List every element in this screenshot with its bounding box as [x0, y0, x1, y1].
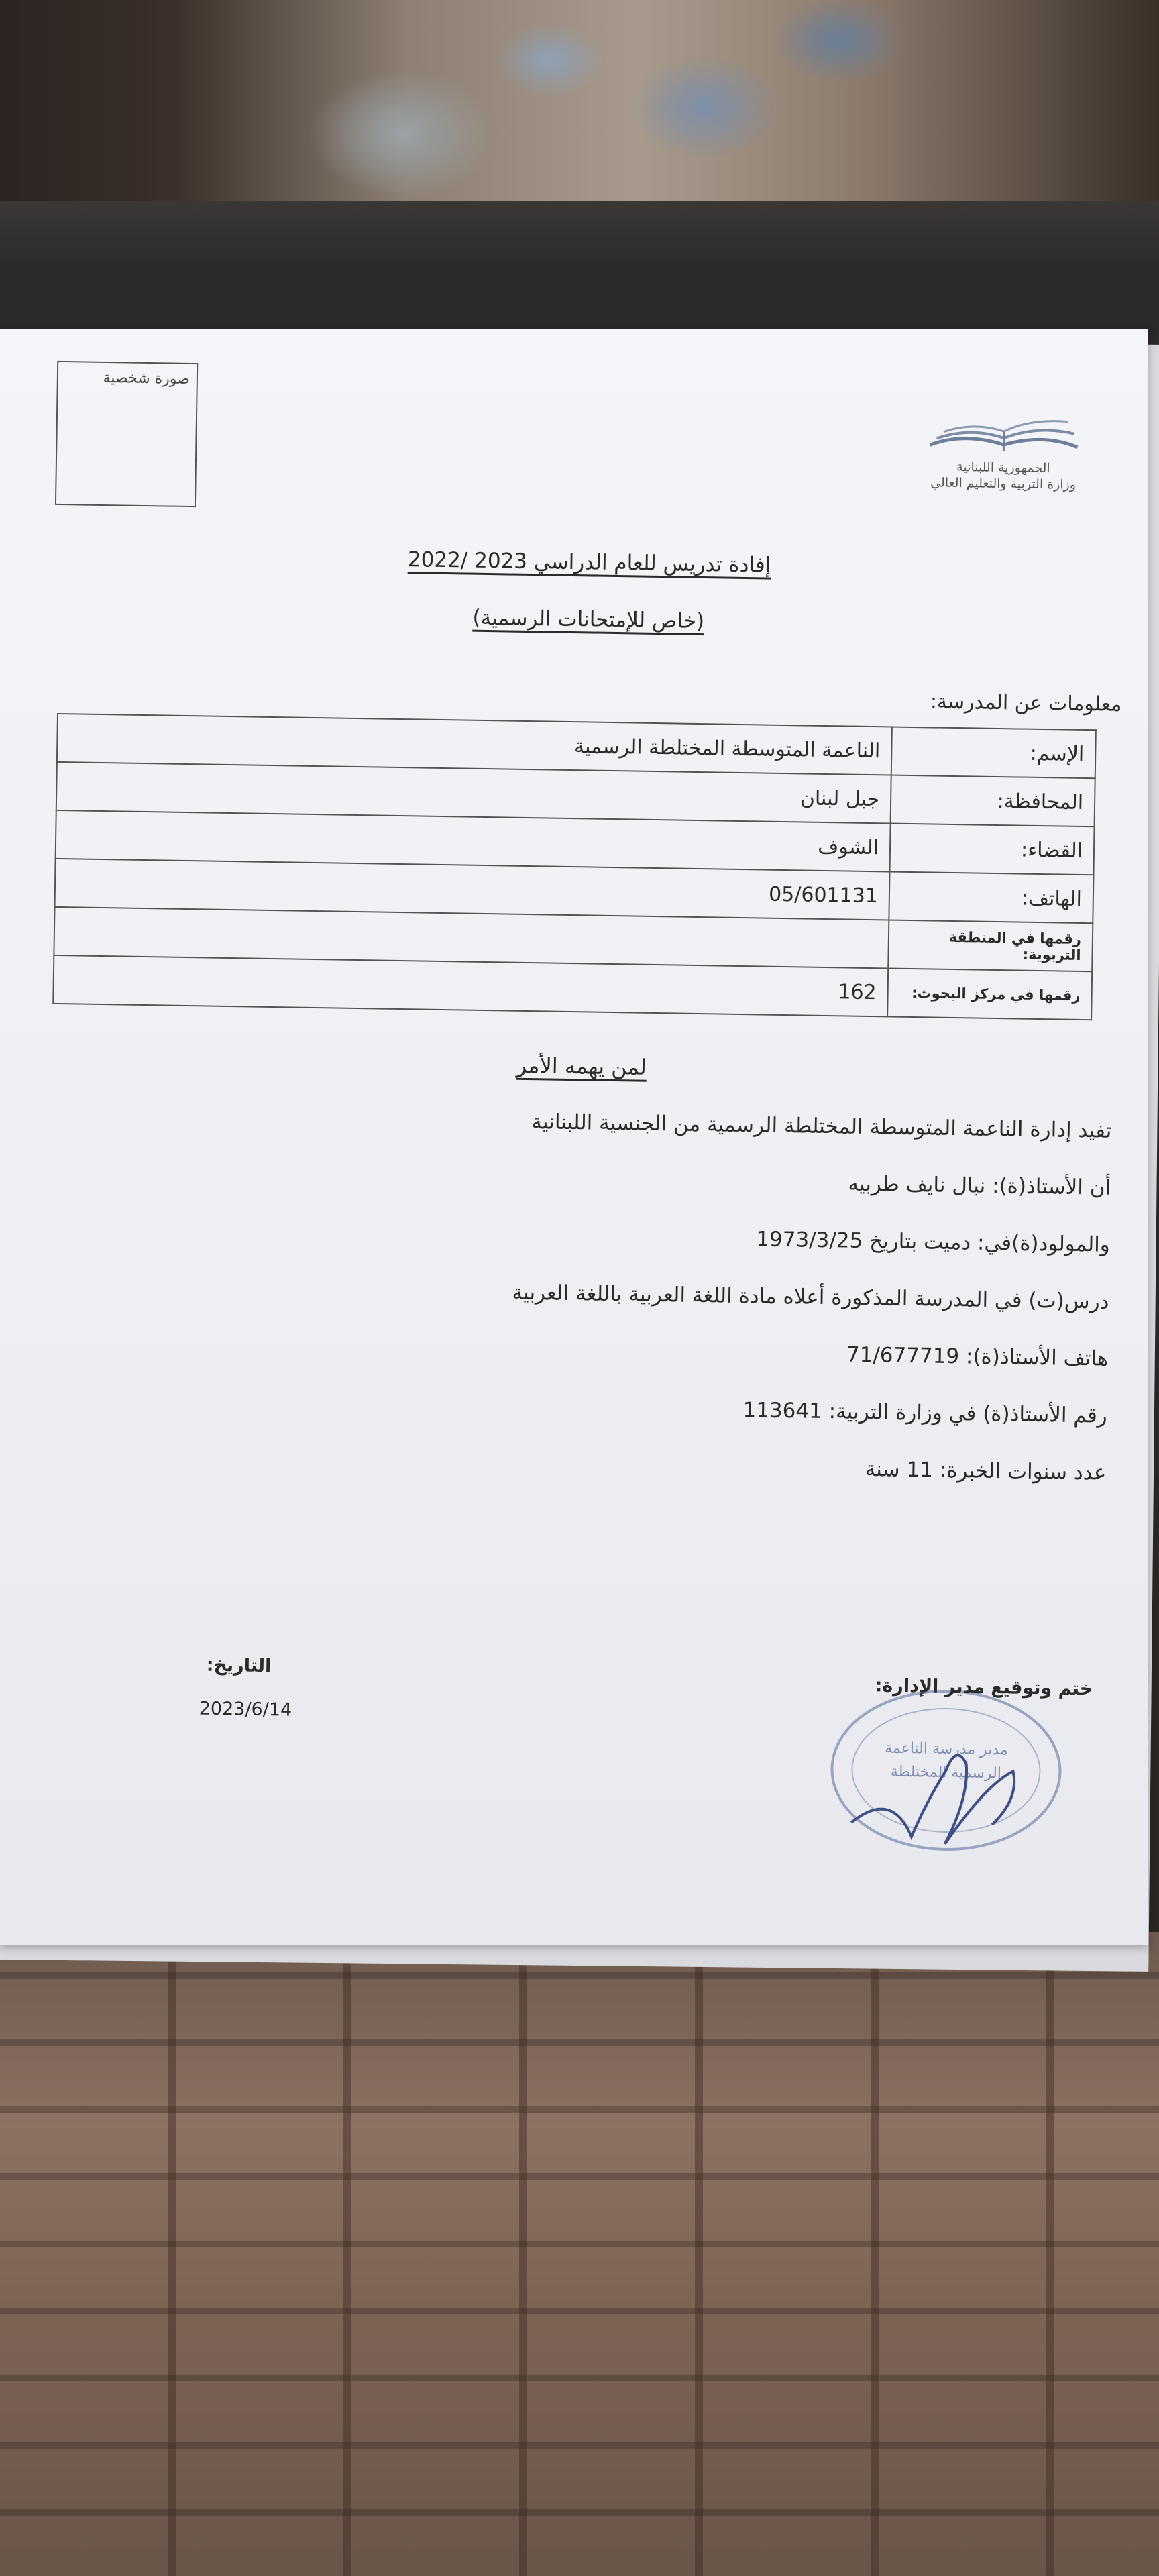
- stamp-line-2: الرسمية المختلطة: [890, 1763, 1002, 1782]
- body-line-5: هاتف الأستاذ(ة): 71/677719: [846, 1342, 1109, 1371]
- body-line-7: عدد سنوات الخبرة: 11 سنة: [865, 1457, 1107, 1485]
- row-label: رقمها في المنطقة التربوية:: [888, 920, 1093, 971]
- document-subtitle: (خاص للإمتحانات الرسمية): [472, 605, 705, 634]
- body-line-4: درس(ت) في المدرسة المذكورة أعلاه مادة اللغة العربية باللغة العربية: [512, 1280, 1109, 1314]
- fabric-background: [0, 0, 1159, 221]
- certificate-document: [0, 329, 1148, 1945]
- school-info-table: [52, 713, 1097, 1020]
- row-label: المحافظة:: [891, 775, 1095, 826]
- stamp-line-1: مدير مدرسة الناعمة: [884, 1739, 1008, 1759]
- body-line-2: أن الأستاذ(ة): نبال نايف طربيه: [848, 1171, 1111, 1200]
- row-label: الإسم:: [891, 727, 1096, 778]
- body-line-6: رقم الأستاذ(ة) في وزارة التربية: 113641: [742, 1398, 1108, 1428]
- signature-label: ختم وتوقيع مدير الإدارة:: [875, 1675, 1093, 1700]
- row-label: القضاء:: [889, 823, 1094, 875]
- row-value: 162: [53, 955, 888, 1017]
- school-info-heading: معلومات عن المدرسة:: [930, 690, 1122, 716]
- body-line-1: تفيد إدارة الناعمة المتوسطة المختلطة الرسمية من الجنسية اللبنانية: [531, 1110, 1112, 1143]
- photo-box: صورة شخصية: [55, 361, 198, 507]
- floor-background: [0, 1932, 1159, 2576]
- document-title: إفادة تدريس للعام الدراسي 2023 /2022: [407, 547, 771, 578]
- date-value: 2023/6/14: [199, 1698, 292, 1721]
- ministry-logo: [909, 411, 1098, 508]
- to-whom-heading: لمن يهمه الأمر: [516, 1052, 647, 1080]
- date-label: التاريخ:: [206, 1654, 272, 1677]
- ministry-line-2: وزارة التربية والتعليم العالي: [930, 475, 1077, 492]
- row-value: الشوف: [56, 810, 891, 872]
- row-value: 05/601131: [55, 859, 890, 920]
- book-icon: [923, 411, 1085, 461]
- row-value: جبل لبنان: [56, 762, 891, 824]
- row-label: الهاتف:: [889, 871, 1093, 923]
- row-label: رقمها في مركز البحوث:: [887, 968, 1092, 1020]
- body-line-3: والمولود(ة)في: دميت بتاريخ 1973/3/25: [756, 1227, 1111, 1257]
- ministry-line-1: الجمهورية اللبنانية: [956, 459, 1050, 476]
- row-value: الناعمة المتوسطة المختلطة الرسمية: [57, 714, 892, 775]
